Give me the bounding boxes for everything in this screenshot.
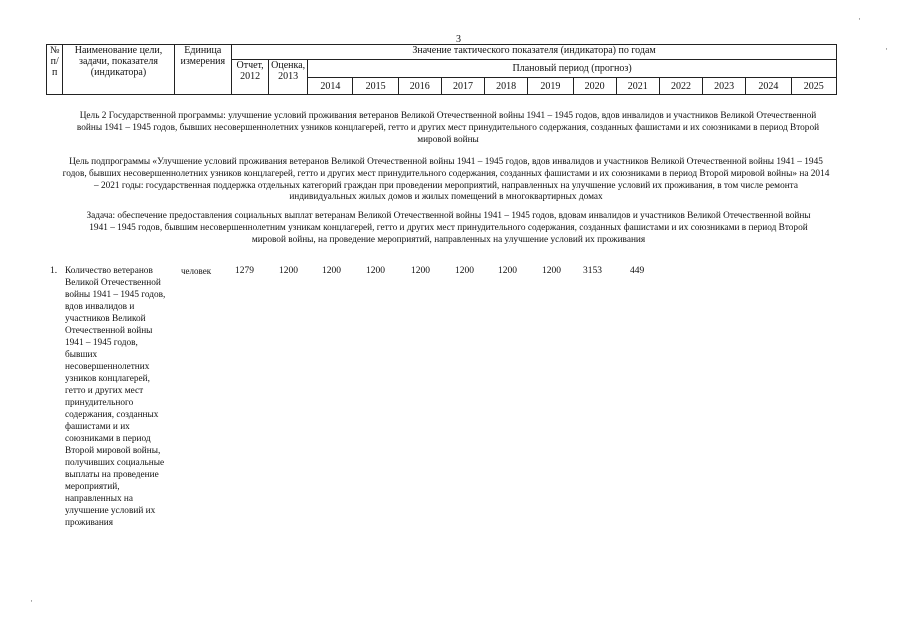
- year-2015: 2015: [353, 78, 398, 95]
- year-2022: 2022: [659, 78, 702, 95]
- year-2023: 2023: [703, 78, 746, 95]
- indicator-table-header: [46, 44, 837, 95]
- goal-2-text: Цель 2 Государственной программы: улучшение условий проживания ветеранов Великой Отечественной войны 1941 – 1945 годов, вдов инвалидов и участников Великой Отечественной войны 1941 – 1945 годов, бывших несовершеннолетних узников концлагерей, гетто и других мест принудительного содержания, созданных фашистами и их союзниками в период Второй мировой войны: [76, 111, 820, 145]
- row-value: 1200: [455, 266, 474, 276]
- row-value: 1200: [411, 266, 430, 276]
- row-number: 1.: [50, 266, 58, 276]
- col-report-2012: Отчет, 2012: [232, 60, 269, 95]
- row-indicator-name: Количество ветеранов Великой Отечественной войны 1941 – 1945 годов, вдов инвалидов и участников Великой Отечественной войны 1941 – 1945 годов, бывших несовершеннолетних узников концлагерей, гетто и других мест принудительного содержания, созданных фашистами и их союзниками в период Второй мировой войны, получивших социальные выплаты на проведение мероприятий, направленных на улучшение условий их проживания: [65, 266, 166, 528]
- row-value: 1200: [279, 266, 298, 276]
- col-unit: Единица измерения: [174, 45, 232, 95]
- row-unit: человек: [181, 266, 212, 276]
- row-value: 1200: [542, 266, 561, 276]
- year-2018: 2018: [485, 78, 528, 95]
- scan-mark: ·: [30, 596, 33, 606]
- task-text: Задача: обеспечение предоставления социальных выплат ветеранам Великой Отечественной войны 1941 – 1945 годов, вдовам инвалидов и участников Великой Отечественной войны 1941 – 1945 годов, бывшим несовершеннолетним узникам концлагерей, гетто и других мест принудительного содержания, созданных фашистами и их союзниками в период Второй мировой войны, на проведение мероприятий, направленных на улучшение условий их проживания: [86, 211, 811, 245]
- row-value: 3153: [583, 266, 602, 276]
- row-value: 1279: [235, 266, 254, 276]
- subprogram-goal-text: Цель подпрограммы «Улучшение условий проживания ветеранов Великой Отечественной войны 1941 – 1945 годов, вдов инвалидов и участников Великой Отечественной войны 1941 – 1945 годов, бывших несовершеннолетних узников концлагерей, гетто и других мест принудительного содержания, созданных фашистами и их союзниками в период Второй мировой войны» на 2014 – 2021 годы: государственная поддержка отдельных категорий граждан при проведении мероприятий, направленных на улучшение условий их проживания, в том числе ремонта индивидуальных жилых домов и жилых помещений в многоквартирных домах: [62, 157, 830, 203]
- row-value: 1200: [322, 266, 341, 276]
- year-2017: 2017: [441, 78, 484, 95]
- year-2020: 2020: [573, 78, 616, 95]
- scan-mark: ·: [885, 44, 888, 54]
- col-indicator-name: Наименование цели, задачи, показателя (индикатора): [63, 45, 174, 95]
- scan-mark: ·: [858, 14, 861, 24]
- row-value: 1200: [498, 266, 517, 276]
- col-values-by-year: Значение тактического показателя (индикатора) по годам: [232, 45, 837, 60]
- col-estimate-2013: Оценка, 2013: [269, 60, 308, 95]
- col-plan-period: Плановый период (прогноз): [308, 60, 837, 78]
- year-2016: 2016: [398, 78, 441, 95]
- row-value: 1200: [366, 266, 385, 276]
- col-number: № п/п: [47, 45, 63, 95]
- row-value: 449: [630, 266, 645, 276]
- year-2024: 2024: [746, 78, 791, 95]
- year-2019: 2019: [528, 78, 573, 95]
- year-2021: 2021: [616, 78, 659, 95]
- year-2014: 2014: [308, 78, 353, 95]
- year-2025: 2025: [791, 78, 837, 95]
- page-number: 3: [456, 34, 461, 45]
